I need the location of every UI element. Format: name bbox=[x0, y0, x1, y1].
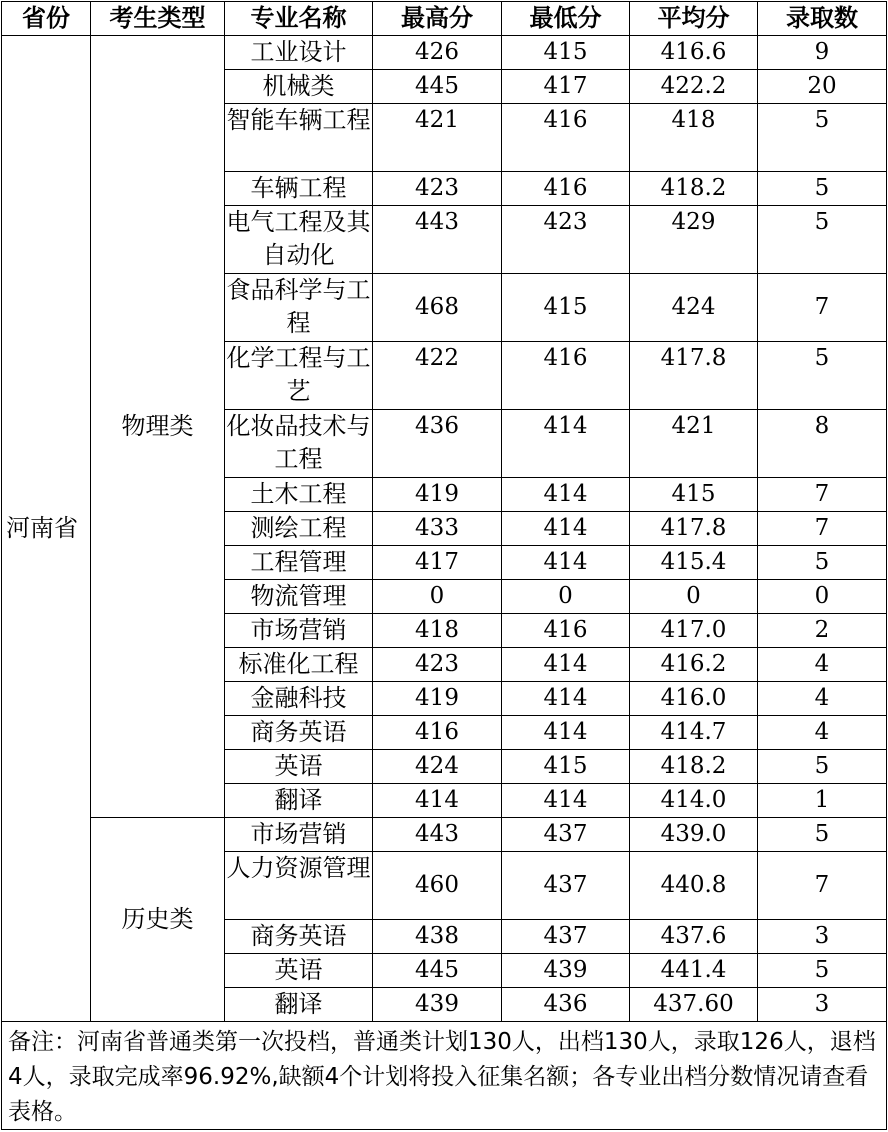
header-min-score: 最低分 bbox=[502, 2, 630, 36]
avg-score-cell: 416.6 bbox=[630, 36, 758, 70]
min-score-cell: 414 bbox=[502, 784, 630, 818]
major-name-cell: 金融科技 bbox=[225, 682, 373, 716]
major-name-cell: 食品科学与工程 bbox=[225, 274, 373, 342]
table-row bbox=[2, 818, 887, 852]
min-score-cell: 416 bbox=[502, 342, 630, 410]
min-score-cell: 423 bbox=[502, 206, 630, 274]
min-score-cell: 414 bbox=[502, 410, 630, 478]
major-name-cell: 商务英语 bbox=[225, 716, 373, 750]
avg-score-cell: 415 bbox=[630, 478, 758, 512]
major-name-cell: 商务英语 bbox=[225, 920, 373, 954]
admitted-count-cell: 5 bbox=[758, 342, 887, 410]
admitted-count-cell: 5 bbox=[758, 172, 887, 206]
major-name-cell: 车辆工程 bbox=[225, 172, 373, 206]
avg-score-cell: 0 bbox=[630, 580, 758, 614]
note-text: 备注：河南省普通类第一次投档，普通类计划130人，出档130人，录取126人，退档4人，录取完成率96.92%,缺额4个计划将投入征集名额；各专业出档分数情况请查看表格。 bbox=[1, 1021, 887, 1130]
max-score-cell: 421 bbox=[373, 104, 502, 172]
avg-score-cell: 414.7 bbox=[630, 716, 758, 750]
admitted-count-cell: 9 bbox=[758, 36, 887, 70]
max-score-cell: 439 bbox=[373, 988, 502, 1022]
admitted-count-cell: 4 bbox=[758, 682, 887, 716]
min-score-cell: 415 bbox=[502, 750, 630, 784]
major-name-cell: 翻译 bbox=[225, 988, 373, 1022]
admission-score-table bbox=[1, 1, 887, 1022]
min-score-cell: 417 bbox=[502, 70, 630, 104]
major-name-cell: 土木工程 bbox=[225, 478, 373, 512]
max-score-cell: 414 bbox=[373, 784, 502, 818]
min-score-cell: 414 bbox=[502, 648, 630, 682]
max-score-cell: 416 bbox=[373, 716, 502, 750]
admitted-count-cell: 20 bbox=[758, 70, 887, 104]
admitted-count-cell: 2 bbox=[758, 614, 887, 648]
major-name-cell: 测绘工程 bbox=[225, 512, 373, 546]
max-score-cell: 417 bbox=[373, 546, 502, 580]
header-avg-score: 平均分 bbox=[630, 2, 758, 36]
max-score-cell: 445 bbox=[373, 954, 502, 988]
major-name-cell: 翻译 bbox=[225, 784, 373, 818]
min-score-cell: 416 bbox=[502, 104, 630, 172]
max-score-cell: 419 bbox=[373, 478, 502, 512]
min-score-cell: 414 bbox=[502, 716, 630, 750]
admitted-count-cell: 8 bbox=[758, 410, 887, 478]
min-score-cell: 415 bbox=[502, 274, 630, 342]
candidate-type-cell: 历史类 bbox=[91, 818, 225, 1022]
max-score-cell: 438 bbox=[373, 920, 502, 954]
max-score-cell: 423 bbox=[373, 172, 502, 206]
avg-score-cell: 417.8 bbox=[630, 342, 758, 410]
avg-score-cell: 429 bbox=[630, 206, 758, 274]
admitted-count-cell: 4 bbox=[758, 648, 887, 682]
header-candidate-type: 考生类型 bbox=[91, 2, 225, 36]
min-score-cell: 415 bbox=[502, 36, 630, 70]
admitted-count-cell: 3 bbox=[758, 988, 887, 1022]
avg-score-cell: 422.2 bbox=[630, 70, 758, 104]
min-score-cell: 414 bbox=[502, 546, 630, 580]
avg-score-cell: 418 bbox=[630, 104, 758, 172]
max-score-cell: 460 bbox=[373, 852, 502, 920]
admitted-count-cell: 5 bbox=[758, 818, 887, 852]
max-score-cell: 426 bbox=[373, 36, 502, 70]
min-score-cell: 414 bbox=[502, 682, 630, 716]
major-name-cell: 化妆品技术与工程 bbox=[225, 410, 373, 478]
avg-score-cell: 440.8 bbox=[630, 852, 758, 920]
candidate-type-cell: 物理类 bbox=[91, 36, 225, 818]
avg-score-cell: 441.4 bbox=[630, 954, 758, 988]
max-score-cell: 0 bbox=[373, 580, 502, 614]
province-cell: 河南省 bbox=[2, 36, 91, 1022]
admitted-count-cell: 5 bbox=[758, 750, 887, 784]
admitted-count-cell: 0 bbox=[758, 580, 887, 614]
admitted-count-cell: 4 bbox=[758, 716, 887, 750]
header-max-score: 最高分 bbox=[373, 2, 502, 36]
max-score-cell: 443 bbox=[373, 818, 502, 852]
avg-score-cell: 421 bbox=[630, 410, 758, 478]
admitted-count-cell: 1 bbox=[758, 784, 887, 818]
min-score-cell: 437 bbox=[502, 920, 630, 954]
avg-score-cell: 439.0 bbox=[630, 818, 758, 852]
major-name-cell: 市场营销 bbox=[225, 818, 373, 852]
admitted-count-cell: 5 bbox=[758, 546, 887, 580]
max-score-cell: 443 bbox=[373, 206, 502, 274]
max-score-cell: 419 bbox=[373, 682, 502, 716]
min-score-cell: 439 bbox=[502, 954, 630, 988]
major-name-cell: 人力资源管理 bbox=[225, 852, 373, 920]
max-score-cell: 424 bbox=[373, 750, 502, 784]
max-score-cell: 418 bbox=[373, 614, 502, 648]
admitted-count-cell: 5 bbox=[758, 206, 887, 274]
max-score-cell: 423 bbox=[373, 648, 502, 682]
max-score-cell: 433 bbox=[373, 512, 502, 546]
max-score-cell: 445 bbox=[373, 70, 502, 104]
avg-score-cell: 437.60 bbox=[630, 988, 758, 1022]
major-name-cell: 工业设计 bbox=[225, 36, 373, 70]
avg-score-cell: 415.4 bbox=[630, 546, 758, 580]
max-score-cell: 468 bbox=[373, 274, 502, 342]
avg-score-cell: 417.0 bbox=[630, 614, 758, 648]
major-name-cell: 机械类 bbox=[225, 70, 373, 104]
min-score-cell: 416 bbox=[502, 614, 630, 648]
avg-score-cell: 416.2 bbox=[630, 648, 758, 682]
admitted-count-cell: 3 bbox=[758, 920, 887, 954]
avg-score-cell: 417.8 bbox=[630, 512, 758, 546]
avg-score-cell: 418.2 bbox=[630, 172, 758, 206]
max-score-cell: 422 bbox=[373, 342, 502, 410]
major-name-cell: 市场营销 bbox=[225, 614, 373, 648]
max-score-cell: 436 bbox=[373, 410, 502, 478]
major-name-cell: 智能车辆工程 bbox=[225, 104, 373, 172]
major-name-cell: 物流管理 bbox=[225, 580, 373, 614]
avg-score-cell: 416.0 bbox=[630, 682, 758, 716]
admitted-count-cell: 7 bbox=[758, 478, 887, 512]
min-score-cell: 0 bbox=[502, 580, 630, 614]
major-name-cell: 化学工程与工艺 bbox=[225, 342, 373, 410]
table-header-row bbox=[2, 2, 887, 36]
admitted-count-cell: 5 bbox=[758, 954, 887, 988]
header-admitted-count: 录取数 bbox=[758, 2, 887, 36]
admitted-count-cell: 7 bbox=[758, 512, 887, 546]
avg-score-cell: 424 bbox=[630, 274, 758, 342]
major-name-cell: 电气工程及其自动化 bbox=[225, 206, 373, 274]
table-row bbox=[2, 36, 887, 70]
min-score-cell: 416 bbox=[502, 172, 630, 206]
min-score-cell: 436 bbox=[502, 988, 630, 1022]
major-name-cell: 英语 bbox=[225, 750, 373, 784]
min-score-cell: 414 bbox=[502, 478, 630, 512]
avg-score-cell: 437.6 bbox=[630, 920, 758, 954]
major-name-cell: 标准化工程 bbox=[225, 648, 373, 682]
avg-score-cell: 418.2 bbox=[630, 750, 758, 784]
major-name-cell: 工程管理 bbox=[225, 546, 373, 580]
min-score-cell: 437 bbox=[502, 818, 630, 852]
min-score-cell: 414 bbox=[502, 512, 630, 546]
admitted-count-cell: 5 bbox=[758, 104, 887, 172]
admitted-count-cell: 7 bbox=[758, 852, 887, 920]
major-name-cell: 英语 bbox=[225, 954, 373, 988]
admitted-count-cell: 7 bbox=[758, 274, 887, 342]
header-province: 省份 bbox=[2, 2, 91, 36]
header-major-name: 专业名称 bbox=[225, 2, 373, 36]
avg-score-cell: 414.0 bbox=[630, 784, 758, 818]
min-score-cell: 437 bbox=[502, 852, 630, 920]
